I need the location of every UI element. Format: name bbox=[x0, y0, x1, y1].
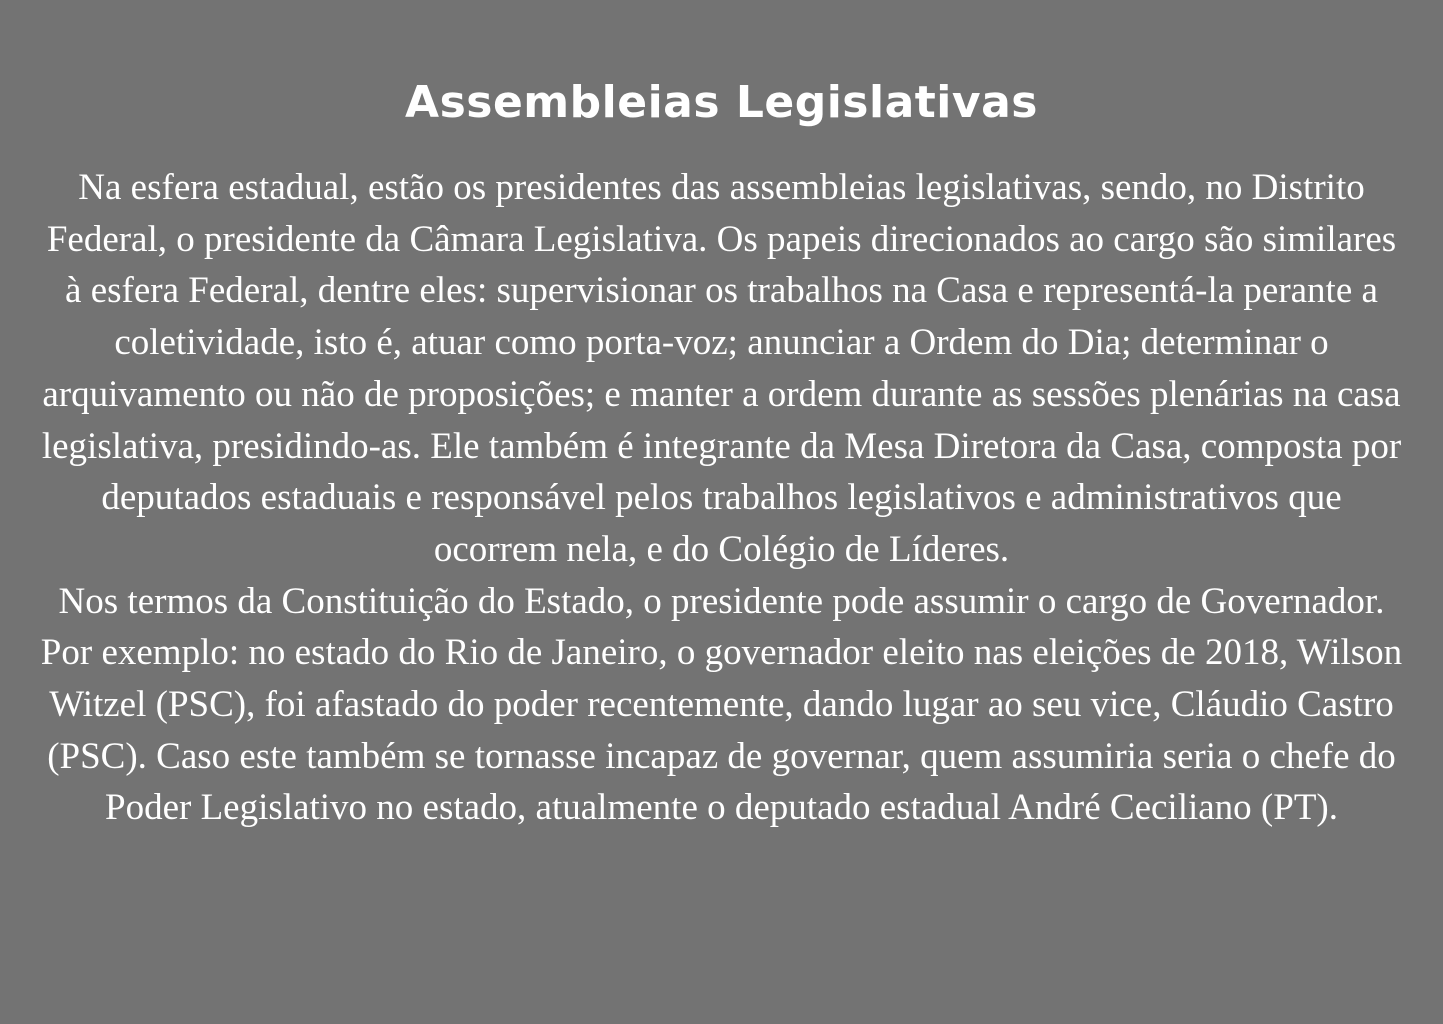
page-title: Assembleias Legislativas bbox=[405, 77, 1038, 128]
body-text bbox=[40, 162, 1403, 834]
paragraph-assembleias-role: Na esfera estadual, estão os presidentes das assembleias legislativas, sendo, no Distrito Federal, o presidente da Câmara Legislativa. Os papeis direcionados ao cargo são similares à esfera Federal, dentre eles: supervisionar os trabalhos na Casa e representá-la perante a coletividade, isto é, atuar como porta-voz; anunciar a Ordem do Dia; determinar o arquivamento ou não de proposições; e manter a ordem durante as sessões plenárias na casa legislativa, presidindo-as. Ele também é integrante da Mesa Diretora da Casa, composta por deputados estaduais e responsável pelos trabalhos legislativos e administrativos que ocorrem nela, e do Colégio de Líderes. bbox=[41, 167, 1402, 570]
paragraph-governor-succession: Nos termos da Constituição do Estado, o presidente pode assumir o cargo de Governador. Por exemplo: no estado do Rio de Janeiro, o governador eleito nas eleições de 2018, Wilson Witzel (PSC), foi afastado do poder recentemente, dando lugar ao seu vice, Cláudio Castro (PSC). Caso este também se tornasse incapaz de governar, quem assumiria seria o chefe do Poder Legislativo no estado, atualmente o deputado estadual André Ceciliano (PT). bbox=[40, 580, 1403, 829]
